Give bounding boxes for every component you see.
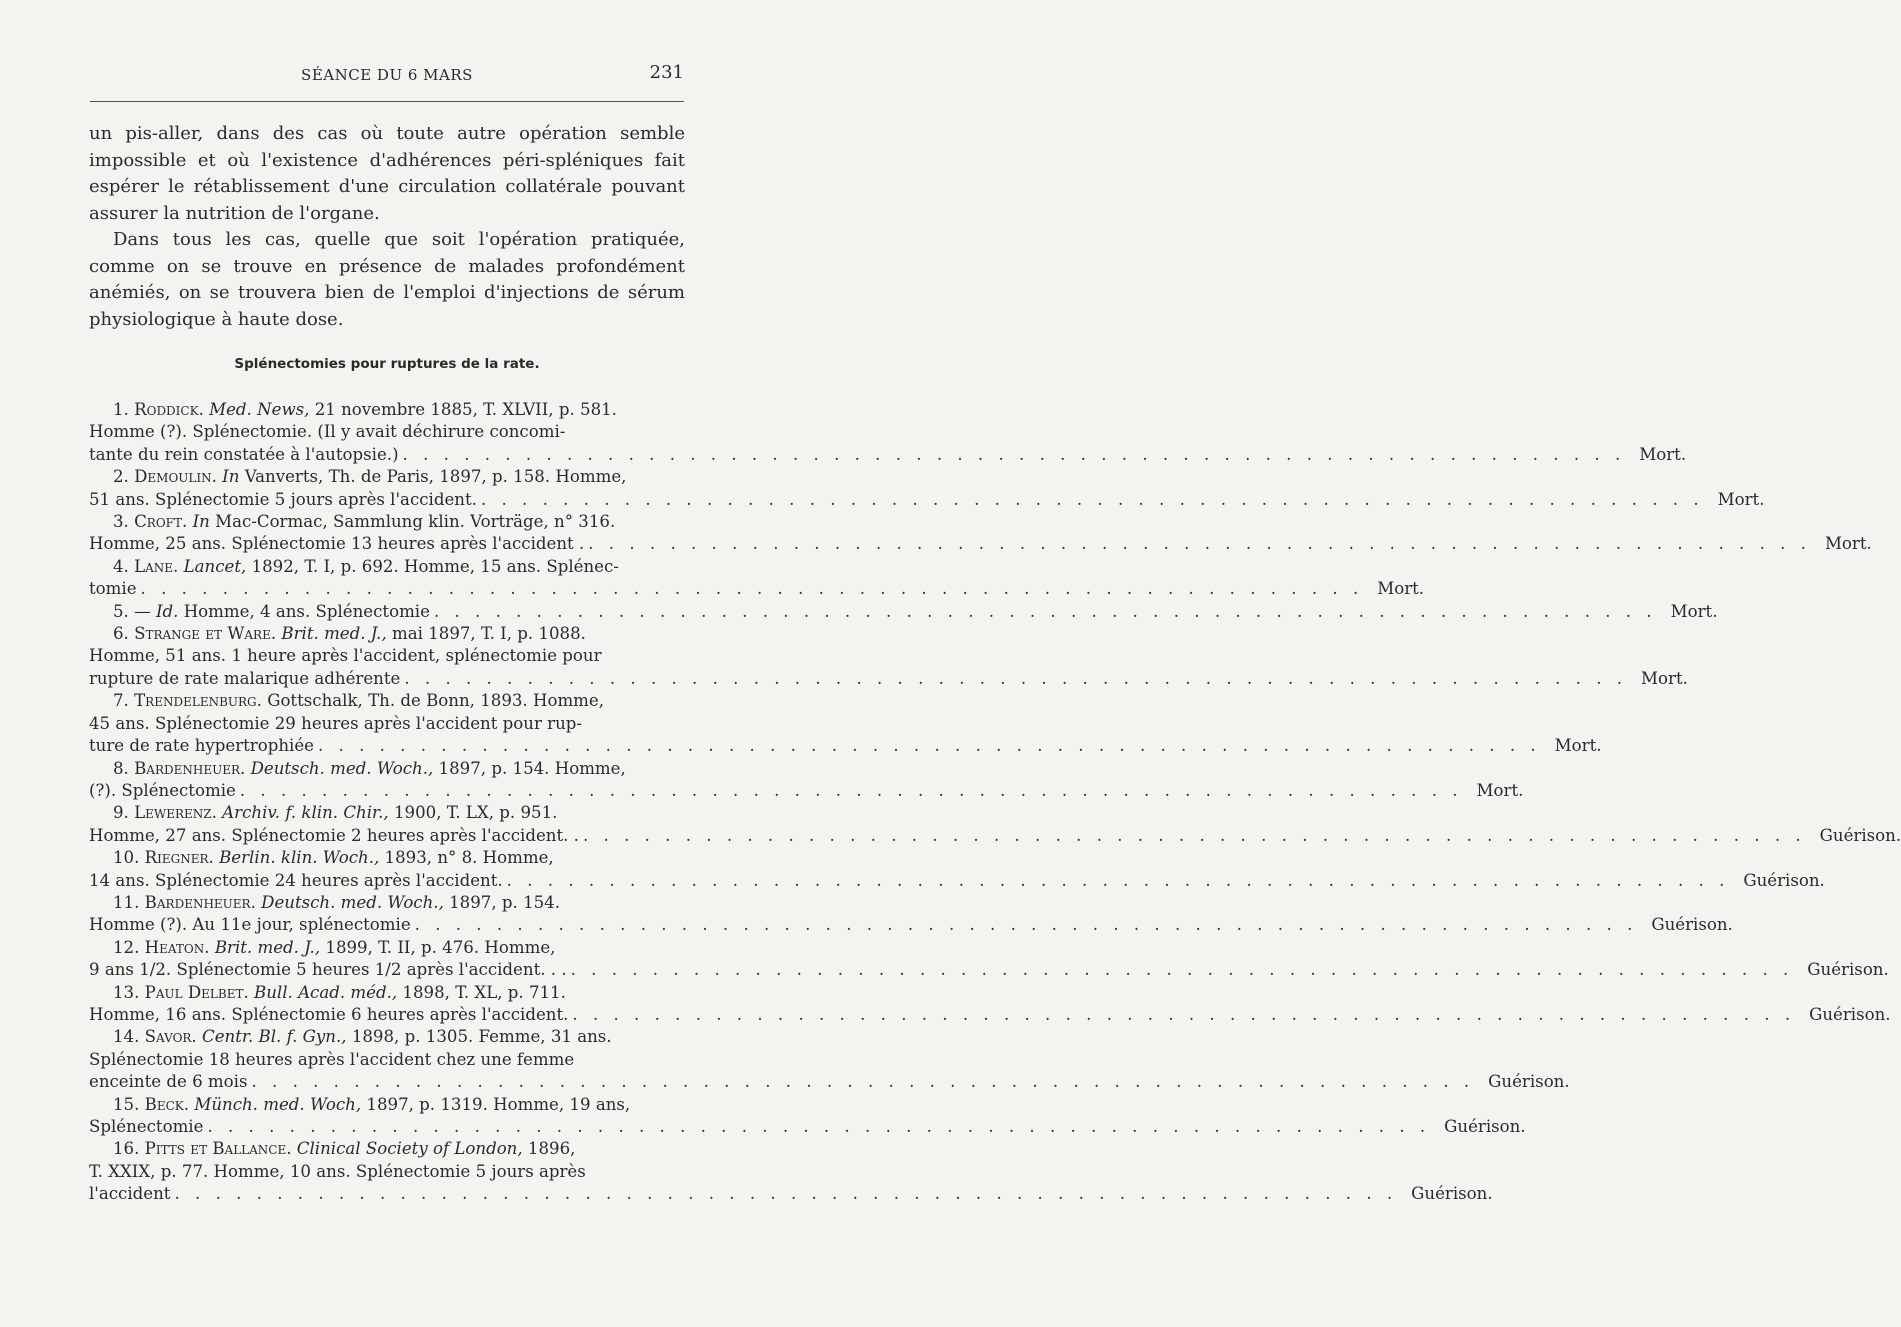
case-line (89, 735, 1602, 757)
case-author: Paul Delbet. (144, 982, 255, 1002)
case-line-text: tante du rein constatée à l'autopsie.) (89, 444, 399, 464)
case-number: 1. (113, 400, 135, 419)
case-line-text: 45 ans. Splénectomie 29 heures après l'accident pour rup- (89, 713, 583, 733)
case-line-text: rupture de rate malarique adhérente (89, 668, 401, 688)
case-outcome: Guérison. (1651, 915, 1733, 935)
case-number: 2. (113, 467, 135, 487)
case-line (89, 959, 1889, 981)
case-reference: Archiv. f. klin. Chir., (222, 803, 389, 823)
case-text (89, 1161, 586, 1183)
case-number: 6. (113, 624, 135, 644)
case-reference: In (192, 512, 210, 532)
case-line-text: (?). Splénectomie (89, 780, 236, 800)
case-line (89, 847, 685, 869)
case-number: 5. (113, 601, 135, 621)
case-line-text: 1897, p. 1319. Homme, 19 ans, (361, 1094, 631, 1114)
case-line (89, 758, 685, 780)
case-line-text: Homme (?). Au 11e jour, splénectomie (89, 915, 411, 935)
case-reference: Brit. med. J., (281, 624, 387, 644)
case-line (89, 937, 685, 959)
case-line (89, 511, 685, 533)
case-author: Croft. (134, 512, 193, 532)
case-author: Strange et Ware. (134, 624, 282, 644)
case-text (113, 847, 554, 869)
case-line (89, 578, 1425, 600)
case-line (89, 1004, 1891, 1026)
case-line-text: tomie (89, 579, 137, 599)
case-text (113, 601, 430, 623)
running-title: SÉANCE DU 6 MARS (301, 66, 473, 84)
case-author: Trendelenburg. (134, 691, 268, 711)
leader-dots: . . . . . . . . . . . . . . . . . . . . . . . . . . . . . . . . . . . . . . . . . . . . . . . . . . . . . . . . . . . . (572, 1004, 1796, 1024)
page-number: 231 (649, 62, 684, 83)
case-line (89, 825, 1901, 847)
case-text (89, 444, 399, 466)
case-entry (89, 982, 1891, 1027)
case-text (89, 870, 503, 892)
case-line (89, 1071, 1570, 1093)
leader-dots: . . . . . . . . . . . . . . . . . . . . . . . . . . . . . . . . . . . . . . . . . . . . . . . . . . . . . . . . . . . . (317, 736, 1541, 756)
case-number: 10. (113, 848, 145, 868)
intro-paragraph: Dans tous les cas, quelle que soit l'opération pratiquée, comme on se trouve en présence de malades profondément anémiés, on se trouvera bien de l'emploi d'injections de sérum physiologique à haute dose. (89, 229, 685, 330)
case-entry (89, 937, 1889, 982)
case-list (89, 399, 1901, 1206)
case-author: Savor. (144, 1027, 202, 1047)
case-line-text: mai 1897, T. I, p. 1088. (386, 624, 586, 644)
case-text (89, 959, 567, 981)
leader-dots: . . . . . . . . . . . . . . . . . . . . . . . . . . . . . . . . . . . . . . . . . . . . . . . . . . . . . . . . . . . . (239, 780, 1463, 800)
leader-dots: . . . . . . . . . . . . . . . . . . . . . . . . . . . . . . . . . . . . . . . . . . . . . . . . . . . . . . . . . . . . (207, 1117, 1431, 1136)
case-line (89, 982, 685, 1004)
case-text (113, 937, 555, 959)
leader-dots: . . . . . . . . . . . . . . . . . . . . . . . . . . . . . . . . . . . . . . . . . . . . . . . . . . . . . . . . . . . . (404, 668, 1628, 688)
case-line-text: Homme, 51 ans. 1 heure après l'accident, splénectomie pour (89, 646, 602, 666)
case-text (113, 623, 586, 645)
case-text (89, 825, 579, 847)
case-number: 7. (113, 691, 135, 711)
case-author: Lane. (134, 556, 184, 576)
case-outcome: Guérison. (1807, 960, 1889, 980)
page-header (90, 62, 684, 92)
case-text (89, 1071, 247, 1093)
case-line-text: Gottschalk, Th. de Bonn, 1893. Homme, (267, 691, 605, 711)
leader-dots: . . . . . . . . . . . . . . . . . . . . . . . . . . . . . . . . . . . . . . . . . . . . . . . . . . . . . . . . . . . . (251, 1072, 1475, 1092)
case-line (89, 466, 685, 488)
case-text (89, 1183, 170, 1205)
case-line-text: 1898, p. 1305. Femme, 31 ans. (346, 1027, 612, 1047)
case-outcome: Guérison. (1743, 870, 1825, 890)
case-line (89, 645, 685, 667)
case-line (89, 870, 1825, 892)
case-line (89, 1161, 685, 1183)
case-text (89, 489, 477, 511)
case-line-text: Vanverts, Th. de Paris, 1897, p. 158. Homme, (239, 467, 627, 487)
case-number: 16. (113, 1139, 145, 1159)
case-line-text: T. XXIX, p. 77. Homme, 10 ans. Splénectomie 5 jours après (89, 1161, 586, 1181)
case-line (89, 780, 1524, 802)
case-line-text: 9 ans 1/2. Splénectomie 5 heures 1/2 après l'accident. . . (89, 960, 567, 980)
case-number: 9. (113, 803, 135, 823)
case-entry (89, 1138, 1493, 1205)
case-text (113, 399, 617, 421)
case-line-text: enceinte de 6 mois (89, 1072, 248, 1092)
case-line (89, 713, 685, 735)
case-entry (89, 690, 1602, 757)
case-line-text: 1893, n° 8. Homme, (379, 848, 554, 868)
case-text (89, 578, 137, 600)
case-text (89, 713, 582, 735)
case-line-text: 1899, T. II, p. 476. Homme, (320, 937, 556, 957)
case-text (89, 735, 314, 757)
case-number: 4. (113, 556, 135, 576)
case-text (113, 1026, 612, 1048)
section-title: Splénectomies pour ruptures de la rate. (234, 356, 540, 372)
case-entry (89, 758, 1524, 803)
case-text (113, 511, 615, 533)
case-text (113, 690, 604, 712)
case-line-text: 1897, p. 154. (443, 892, 561, 912)
case-reference: Bull. Acad. méd., (254, 982, 398, 1002)
case-line (89, 533, 1872, 555)
leader-dots: . . . . . . . . . . . . . . . . . . . . . . . . . . . . . . . . . . . . . . . . . . . . . . . . . . . . . . . . . . . . (506, 870, 1730, 890)
case-line-text: 14 ans. Splénectomie 24 heures après l'accident. (89, 870, 503, 890)
case-outcome: Mort. (1670, 601, 1718, 621)
case-author: Roddick. (134, 400, 210, 419)
case-reference: Id. (155, 601, 179, 621)
case-text (89, 1004, 568, 1026)
case-number: 15. (113, 1094, 145, 1114)
case-reference: Med. News, (209, 400, 310, 419)
case-reference: Münch. med. Woch, (194, 1094, 362, 1114)
case-text (89, 914, 411, 936)
case-author: Bardenheuer. (144, 892, 262, 912)
case-entry (89, 556, 1425, 601)
case-line-text: Mac-Cormac, Sammlung klin. Vorträge, n° 316. (209, 512, 616, 532)
leader-dots: . . . . . . . . . . . . . . . . . . . . . . . . . . . . . . . . . . . . . . . . . . . . . . . . . . . . . . . . . . . . (582, 825, 1806, 845)
case-line-text: l'accident (89, 1184, 171, 1204)
case-line (89, 1094, 685, 1116)
case-line (89, 444, 1687, 466)
case-text (89, 645, 602, 667)
case-line (89, 690, 685, 712)
case-author: Lewerenz. (134, 803, 223, 823)
leader-dots: . . . . . . . . . . . . . . . . . . . . . . . . . . . . . . . . . . . . . . . . . . . . . . . . . . . . . . . . . . . . (140, 579, 1364, 599)
case-line-text: Homme, 27 ans. Splénectomie 2 heures après l'accident. . (89, 825, 579, 845)
case-author: Pitts et Ballance. (144, 1139, 297, 1159)
case-text (89, 1049, 574, 1071)
case-outcome: Guérison. (1444, 1117, 1526, 1136)
header-rule (90, 101, 684, 102)
case-line (89, 489, 1765, 511)
case-line (89, 1183, 1493, 1205)
case-outcome: Mort. (1639, 444, 1687, 464)
case-text (113, 982, 566, 1004)
case-line (89, 556, 685, 578)
case-text (113, 1138, 575, 1160)
case-line (89, 1138, 685, 1160)
case-line-text: Splénectomie 18 heures après l'accident chez une femme (89, 1049, 575, 1069)
case-line (89, 623, 685, 645)
case-line (89, 802, 685, 824)
case-outcome: Mort. (1641, 668, 1688, 688)
case-outcome: Mort. (1476, 780, 1524, 800)
leader-dots: . . . . . . . . . . . . . . . . . . . . . . . . . . . . . . . . . . . . . . . . . . . . . . . . . . . . . . . . . . . . (588, 534, 1811, 554)
leader-dots: . . . . . . . . . . . . . . . . . . . . . . . . . . . . . . . . . . . . . . . . . . . . . . . . . . . . . . . . . . . . (480, 489, 1704, 509)
case-line-text: 1892, T. I, p. 692. Homme, 15 ans. Splénec- (246, 556, 619, 576)
case-line-text: ture de rate hypertrophiée (89, 736, 314, 756)
intro-text (89, 121, 685, 333)
case-line-text: 1896, (522, 1139, 576, 1159)
case-outcome: Mort. (1717, 489, 1765, 509)
case-text (113, 892, 560, 914)
case-line (89, 892, 685, 914)
case-line (89, 1026, 685, 1048)
case-reference: Lancet, (183, 556, 247, 576)
case-text (113, 802, 557, 824)
case-outcome: Mort. (1554, 736, 1602, 756)
case-author: Beck. (144, 1094, 195, 1114)
case-entry (89, 466, 1765, 511)
case-line-text: 1898, T. XL, p. 711. (397, 982, 566, 1002)
case-number: 8. (113, 758, 135, 778)
case-reference: Deutsch. med. Woch., (261, 892, 444, 912)
intro-paragraph: un pis-aller, dans des cas où toute autre opération semble impossible et où l'existence d'adhérences péri-spléniques fait espérer le rétablissement d'une circulation collatérale pouvant assurer la nutrition de l'organe. (89, 123, 685, 224)
case-outcome: Guérison. (1809, 1004, 1891, 1024)
leader-dots: . . . . . . . . . . . . . . . . . . . . . . . . . . . . . . . . . . . . . . . . . . . . . . . . . . . . . . . . . . . . (402, 444, 1626, 464)
case-line-text: 1897, p. 154. Homme, (433, 758, 626, 778)
case-outcome: Guérison. (1488, 1072, 1570, 1092)
case-number: 14. (113, 1027, 145, 1047)
case-outcome: Guérison. (1819, 825, 1901, 845)
case-line (89, 421, 685, 443)
case-entry (89, 1094, 1526, 1139)
case-number: 11. (113, 892, 145, 912)
case-text (113, 466, 626, 488)
case-number: 12. (113, 937, 145, 957)
case-reference: Brit. med. J., (214, 937, 321, 957)
case-reference: Clinical Society of London, (296, 1139, 523, 1159)
leader-dots: . . . . . . . . . . . . . . . . . . . . . . . . . . . . . . . . . . . . . . . . . . . . . . . . . . . . . . . . . . . . (433, 601, 1657, 621)
leader-dots: . . . . . . . . . . . . . . . . . . . . . . . . . . . . . . . . . . . . . . . . . . . . . . . . . . . . . . . . . . . . (414, 915, 1638, 935)
case-line-text: Splénectomie (89, 1117, 204, 1136)
case-line-text: Homme, 25 ans. Splénectomie 13 heures après l'accident . (89, 534, 585, 554)
case-line (89, 668, 1688, 690)
case-author: Bardenheuer. (134, 758, 251, 778)
case-text (89, 421, 565, 443)
case-line-text: 1900, T. LX, p. 951. (388, 803, 558, 823)
case-line (89, 914, 1733, 936)
case-entry (89, 847, 1825, 892)
case-number: 3. (113, 512, 135, 532)
case-line (89, 1049, 685, 1071)
case-line-text: 51 ans. Splénectomie 5 jours après l'accident. (89, 489, 477, 509)
case-text (113, 556, 619, 578)
case-entry (89, 1026, 1570, 1093)
leader-dots: . . . . . . . . . . . . . . . . . . . . . . . . . . . . . . . . . . . . . . . . . . . . . . . . . . . . . . . . . . . . (570, 960, 1794, 980)
case-entry (89, 623, 1688, 690)
case-outcome: Mort. (1377, 579, 1425, 599)
case-line-text: Homme, 16 ans. Splénectomie 6 heures après l'accident. (89, 1004, 569, 1024)
case-reference: Berlin. klin. Woch., (219, 848, 380, 868)
case-entry (89, 511, 1872, 556)
case-line (89, 601, 1718, 623)
case-outcome: Guérison. (1411, 1184, 1493, 1204)
case-line-text: Homme, 4 ans. Splénectomie (178, 601, 430, 621)
case-text (89, 780, 236, 802)
case-entry (89, 892, 1733, 937)
case-text (89, 668, 400, 690)
case-text (113, 1094, 630, 1116)
case-reference: Deutsch. med. Woch., (250, 758, 434, 778)
case-author: Heaton. (144, 937, 215, 957)
case-number: 13. (113, 982, 145, 1002)
case-text (89, 1116, 203, 1138)
case-line-text: 21 novembre 1885, T. XLVII, p. 581. (309, 400, 617, 419)
case-line (89, 1116, 1526, 1138)
case-reference: Centr. Bl. f. Gyn., (202, 1027, 347, 1047)
leader-dots: . . . . . . . . . . . . . . . . . . . . . . . . . . . . . . . . . . . . . . . . . . . . . . . . . . . . . . . . . . . . (174, 1184, 1398, 1204)
case-outcome: Mort. (1824, 534, 1872, 554)
case-text (89, 533, 584, 555)
case-author: Demoulin. (134, 467, 223, 487)
case-author: — (134, 601, 156, 621)
case-author: Riegner. (144, 848, 220, 868)
case-entry (89, 399, 1687, 466)
case-line-text: Homme (?). Splénectomie. (Il y avait déchirure concomi- (89, 422, 566, 442)
case-entry (89, 802, 1901, 847)
case-entry (89, 601, 1718, 623)
case-line (89, 399, 685, 421)
case-text (113, 758, 626, 780)
case-reference: In (222, 467, 240, 487)
